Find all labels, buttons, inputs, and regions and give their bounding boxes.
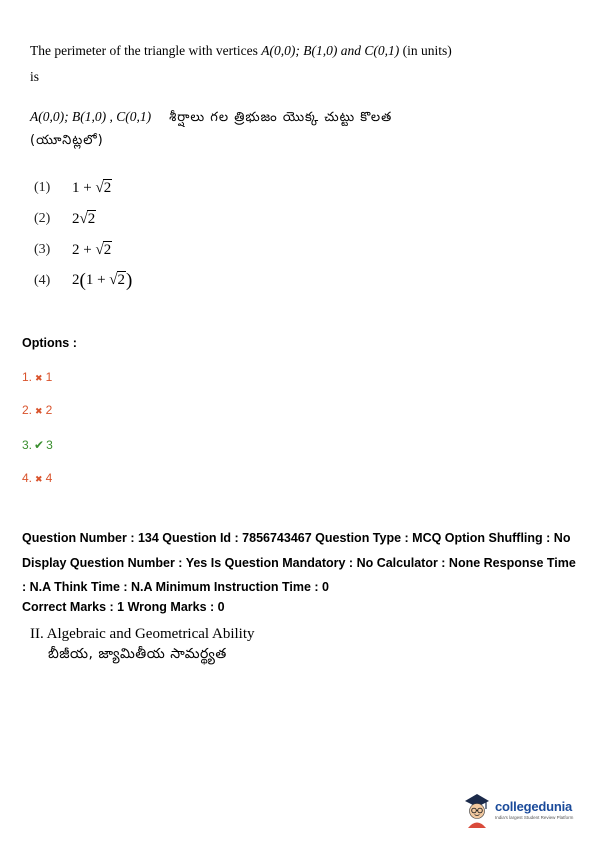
choice-4 (34, 265, 132, 296)
sqrt-symbol: √2 (95, 179, 112, 196)
choice-number: (1) (34, 179, 51, 195)
choice-lead: 2 (72, 271, 80, 288)
cross-icon: ✖ (35, 406, 43, 416)
choice-lead: 2 + (72, 241, 96, 258)
logo-tagline: India's largest Student Review Platform (495, 814, 574, 820)
paren-close: ) (126, 269, 133, 291)
question-prefix: The perimeter of the triangle with vertices (30, 43, 262, 58)
choice-number: (4) (34, 272, 51, 288)
question-telugu-vertices: A(0,0); B(1,0) , C(0,1) (30, 109, 152, 124)
choice-lead: 1 + (72, 179, 96, 196)
answer-option-3 (22, 438, 53, 452)
radicand: 2 (87, 210, 96, 227)
choice-lead: 2 (72, 210, 80, 227)
mascot-icon (462, 789, 492, 829)
paren-open: ( (79, 269, 86, 291)
radicand: 2 (103, 179, 112, 196)
choice-3 (34, 234, 132, 265)
collegedunia-logo (462, 786, 592, 832)
answer-value: 4 (45, 471, 53, 485)
answer-number: 1. (22, 370, 33, 384)
choice-value (72, 270, 132, 292)
logo-name: collegedunia (495, 798, 573, 814)
section-heading-telugu: బీజీయ, జ్యామితీయ సామర్థ్యత (48, 646, 227, 662)
sqrt-symbol: √2 (95, 241, 112, 258)
cross-icon: ✖ (35, 474, 43, 484)
question-is: is (30, 69, 40, 84)
answer-value: 3 (46, 438, 53, 452)
radicand: 2 (117, 271, 126, 288)
choice-number: (3) (34, 241, 51, 257)
question-english (30, 38, 570, 90)
choice-number: (2) (34, 210, 51, 226)
sqrt-symbol: √2 (79, 210, 96, 227)
section-heading-english: II. Algebraic and Geometrical Ability (30, 626, 255, 642)
checkmark-icon: ✔ (34, 438, 45, 452)
answer-option-1 (22, 370, 52, 384)
answer-number: 4. (22, 471, 33, 485)
cross-icon: ✖ (35, 373, 43, 383)
answer-value: 2 (45, 403, 53, 417)
logo-text (495, 799, 573, 820)
question-telugu-unit: (యూనిట్లలో) (30, 133, 104, 148)
options-title: Options : (22, 336, 77, 350)
question-telugu-text: శీర్షాలు గల త్రిభుజం యొక్క చుట్టు కొలత (169, 110, 393, 125)
choice-list (34, 172, 132, 296)
marks-info: Correct Marks : 1 Wrong Marks : 0 (22, 600, 225, 614)
choice-inner-lead: 1 + (85, 271, 110, 288)
choice-value (72, 241, 112, 259)
radicand: 2 (103, 241, 112, 258)
answer-option-2 (22, 403, 52, 417)
question-telugu (30, 106, 570, 152)
sqrt-symbol: √2 (109, 271, 126, 288)
question-metadata: Question Number : 134 Question Id : 7856743467 Question Type : MCQ Option Shuffling : No Display Question Number : Yes Is Question Mandatory : No Calculator : None Response Time : N.A Think Time : N.A Minimum Instruction Time : 0 (22, 531, 576, 594)
choice-value (72, 179, 112, 197)
choice-value (72, 210, 96, 228)
answer-number: 3. (22, 438, 33, 452)
question-vertices: A(0,0); B(1,0) and C(0,1) (261, 43, 400, 58)
question-suffix: (in units) (399, 43, 452, 58)
choice-1 (34, 172, 132, 203)
choice-2 (34, 203, 132, 234)
answer-option-4 (22, 471, 52, 485)
answer-number: 2. (22, 403, 33, 417)
answer-value: 1 (45, 370, 53, 384)
